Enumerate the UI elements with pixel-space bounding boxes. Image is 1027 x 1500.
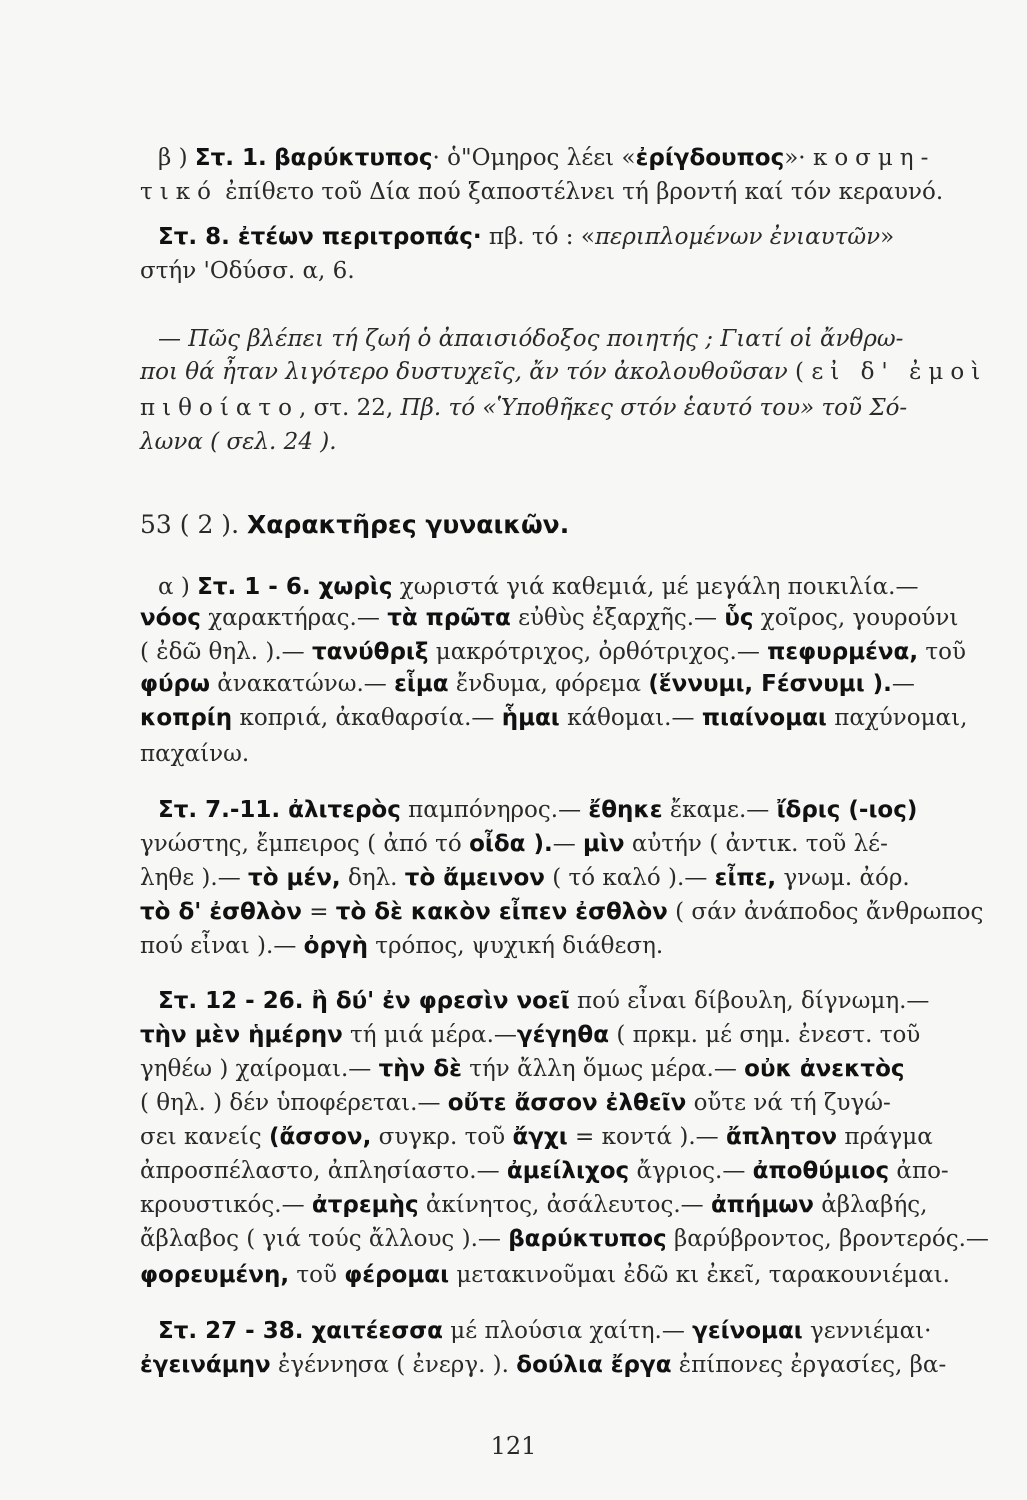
- page-number: 121: [490, 1432, 537, 1460]
- text-line: λωνα ( σελ. 24 ).: [140, 429, 337, 455]
- text-line: νόος χαρακτήρας.— τὰ πρῶτα εὐθὺς ἐξαρχῆς.— ὗς χοῖρος, γουρούνι: [140, 605, 959, 631]
- text-line: ληθε ).— τὸ μέν, δηλ. τὸ ἄμεινον ( τό καλό ).— εἶπε, γνωμ. ἀόρ.: [140, 865, 910, 891]
- text-line: 53 ( 2 ). Χαρακτῆρες γυναικῶν.: [140, 510, 570, 539]
- text-line: γνώστης, ἔμπειρος ( ἀπό τό οἶδα ).— μὶν αὐτήν ( ἀντικ. τοῦ λέ-: [140, 831, 888, 857]
- text-line: κρουστικός.— ἀτρεμὴς ἀκίνητος, ἀσάλευτος.— ἀπήμων ἀβλαβής,: [140, 1192, 928, 1218]
- text-line: ( θηλ. ) δέν ὑποφέρεται.— οὔτε ἄσσον ἐλθεῖν οὔτε νά τή ζυγώ-: [140, 1090, 891, 1116]
- text-line: Στ. 27 - 38. χαιτέεσσα μέ πλούσια χαίτη.— γείνομαι γεννιέμαι·: [158, 1318, 932, 1344]
- text-line: ( ἐδῶ θηλ. ).— τανύθριξ μακρότριχος, ὀρθότριχος.— πεφυρμένα, τοῦ: [140, 639, 966, 665]
- text-line: ποι θά ἦταν λιγότερο δυστυχεῖς, ἄν τόν ἀκολουθοῦσαν ( εἰ δ' ἐμοὶ: [140, 359, 988, 385]
- text-line: τικό ἐπίθετο τοῦ Δία πού ξαποστέλνει τή βροντή καί τόν κεραυνό.: [140, 179, 944, 205]
- text-line: Στ. 12 - 26. ἢ δύ' ἐν φρεσὶν νοεῖ πού εἶναι δίβουλη, δίγνωμη.—: [158, 988, 930, 1014]
- text-line: γηθέω ) χαίρομαι.— τὴν δὲ τήν ἄλλη ὅμως μέρα.— οὐκ ἀνεκτὸς: [140, 1056, 905, 1082]
- text-line: πιθοίατο, στ. 22, Πβ. τό «Ὑποθῆκες στόν ἑαυτό του» τοῦ Σό-: [140, 395, 908, 421]
- text-line: — Πῶς βλέπει τή ζωή ὁ ἀπαισιόδοξος ποιητής ; Γιατί οἱ ἄνθρω-: [158, 326, 904, 352]
- text-line: ἄβλαβος ( γιά τούς ἄλλους ).— βαρύκτυπος βαρύβροντος, βροντερός.—: [140, 1226, 989, 1252]
- text-line: σει κανείς (ἄσσον, συγκρ. τοῦ ἄγχι = κοντά ).— ἄπλητον πράγμα: [140, 1124, 933, 1150]
- text-line: Στ. 7.-11. ἀλιτερὸς παμπόνηρος.— ἔθηκε ἔκαμε.— ἴδρις (-ιος): [158, 797, 918, 823]
- text-line: στήν 'Οδύσσ. α, 6.: [140, 258, 355, 284]
- text-line: ἀπροσπέλαστο, ἀπλησίαστο.— ἀμείλιχος ἄγριος.— ἀποθύμιος ἀπο-: [140, 1158, 949, 1184]
- text-line: τὴν μὲν ἡμέρην τή μιά μέρα.—γέγηθα ( πρκμ. μέ σημ. ἐνεστ. τοῦ: [140, 1022, 921, 1048]
- text-line: κοπρίη κοπριά, ἀκαθαρσία.— ἧμαι κάθομαι.— πιαίνομαι παχύνομαι,: [140, 705, 968, 731]
- text-line: ἐγεινάμην ἐγέννησα ( ἐνεργ. ). δούλια ἔργα ἐπίπονες ἐργασίες, βα-: [140, 1352, 947, 1378]
- text-line: Στ. 8. ἐτέων περιτροπάς· πβ. τό : «περιπλομένων ἐνιαυτῶν»: [158, 224, 895, 250]
- text-line: β ) Στ. 1. βαρύκτυπος· ὁ"Ομηρος λέει «ἐρίγδουπος»· κοσμη-: [158, 145, 936, 171]
- text-line: α ) Στ. 1 - 6. χωρὶς χωριστά γιά καθεμιά, μέ μεγάλη ποικιλία.—: [158, 574, 919, 600]
- text-line: φορευμένη, τοῦ φέρομαι μετακινοῦμαι ἐδῶ κι ἐκεῖ, ταρακουνιέμαι.: [140, 1262, 950, 1288]
- text-line: τὸ δ' ἐσθλὸν = τὸ δὲ κακὸν εἶπεν ἐσθλὸν ( σάν ἀνάποδος ἄνθρωπος: [140, 899, 984, 925]
- text-line: πού εἶναι ).— ὀργὴ τρόπος, ψυχική διάθεση.: [140, 933, 664, 959]
- text-line: παχαίνω.: [140, 741, 250, 767]
- text-line: φύρω ἀνακατώνω.— εἷμα ἔνδυμα, φόρεμα (ἕννυμι, Fέσνυμι ).—: [140, 671, 915, 697]
